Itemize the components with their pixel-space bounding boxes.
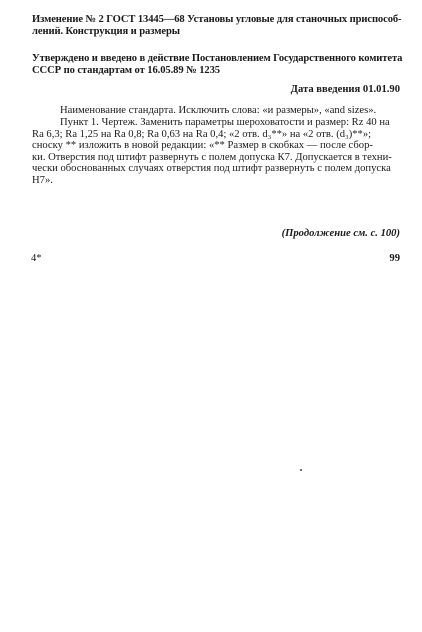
- approval-line-1: Утверждено и введено в действие Постановлением Государственного комитета: [32, 53, 403, 64]
- paragraph-clause-1: [32, 117, 402, 187]
- page-number: 99: [389, 253, 400, 264]
- paragraph-2-line-5: чески обоснованных случаях отверстия под штифт развернуть с полем допуска: [32, 163, 391, 175]
- header-line-1: Изменение № 2 ГОСТ 13445—68 Установы угловые для станочных приспособ-: [32, 14, 402, 25]
- approval-statement: [32, 53, 402, 77]
- paragraph-2-line-6: Н7».: [32, 174, 53, 186]
- approval-line-2: СССР по стандартам от 16.05.89 № 1235: [32, 65, 220, 76]
- paragraph-2-line-2: Ra 6,3; Ra 1,25 на Ra 0,8; Ra 0,63 на Ra 0,4; «2 отв. d₃**» на «2 отв. (d₃)**»;: [32, 128, 372, 140]
- continued-note: (Продолжение см. с. 100): [281, 228, 400, 239]
- scan-speck: [300, 469, 302, 471]
- paragraph-1-line: Наименование стандарта. Исключить слова: «и размеры», «and sizes».: [60, 105, 377, 116]
- effective-date: Дата введения 01.01.90: [290, 84, 400, 95]
- paragraph-2-line-3: сноску ** изложить в новой редакции: «** Размер в скобках — после сбор-: [32, 140, 373, 152]
- paragraph-title-change: [32, 105, 402, 117]
- sheet-signature: 4*: [31, 253, 42, 264]
- amendment-header: [32, 14, 402, 38]
- paragraph-2-line-4: ки. Отверстия под штифт развернуть с полем допуска К7. Допускается в техни-: [32, 151, 392, 163]
- paragraph-2-line-1: Пункт 1. Чертеж. Заменить параметры шероховатости и размер: Rz 40 на: [60, 117, 390, 128]
- header-line-2: лений. Конструкция и размеры: [32, 26, 180, 37]
